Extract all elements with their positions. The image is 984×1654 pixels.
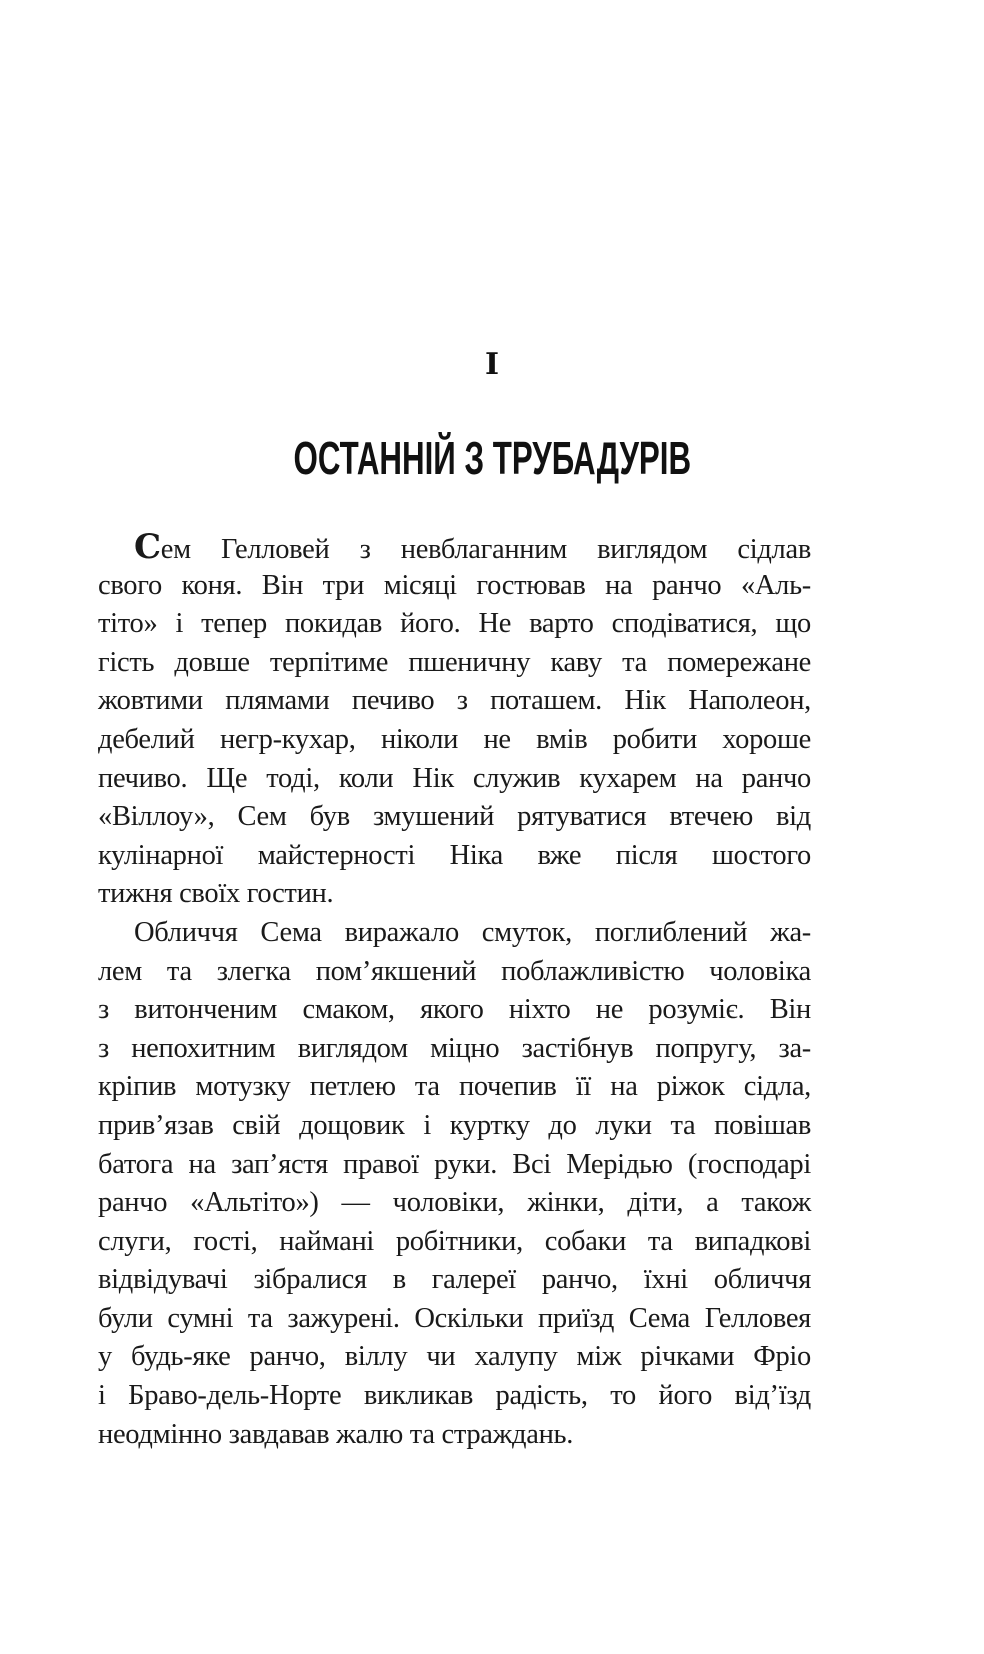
text-line: у будь-яке ранчо, віллу чи халупу між річками Фріо bbox=[98, 1341, 811, 1373]
text-line: з витонченим смаком, якого ніхто не розуміє. Він bbox=[98, 994, 811, 1026]
text-line: кріпив мотузку петлею та почепив її на ріжок сідла, bbox=[98, 1071, 811, 1103]
text-line: Обличчя Сема виражало смуток, поглиблений жа- bbox=[134, 916, 811, 948]
text-line: батога на зап’ястя правої руки. Всі Мерідью (господарі bbox=[98, 1148, 811, 1180]
text-line: гість довше терпітиме пшеничну каву та помережане bbox=[98, 646, 811, 678]
text-line: ем Гелловей з невблаганним виглядом сідлав bbox=[160, 534, 811, 565]
text-line: слуги, гості, наймані робітники, собаки та випадкові bbox=[98, 1225, 811, 1257]
chapter-title bbox=[0, 428, 984, 488]
text-line: лем та злегка пом’якшений поблажливістю чоловіка bbox=[98, 955, 811, 987]
text-line: і Браво-дель-Норте викликав радість, то його від’їзд bbox=[98, 1380, 811, 1412]
text-line: відвідувачі зібралися в галереї ранчо, їхні обличчя bbox=[98, 1264, 811, 1296]
paragraph-1-line-1 bbox=[98, 528, 811, 567]
text-line: були сумні та зажурені. Оскільки приїзд Сема Гелловея bbox=[98, 1302, 811, 1334]
text-line: неодмінно завдавав жалю та страждань. bbox=[98, 1418, 574, 1450]
text-line: «Віллоу», Сем був змушений рятуватися втечею від bbox=[98, 801, 811, 833]
chapter-number: I bbox=[484, 347, 500, 382]
drop-cap: С bbox=[134, 527, 161, 567]
text-line: прив’язав свій дощовик і куртку до луки та повішав bbox=[98, 1109, 811, 1141]
text-line: тижня своїх гостин. bbox=[98, 878, 334, 910]
text-line: тіто» і тепер покидав його. Не варто сподіватися, що bbox=[98, 608, 811, 640]
text-line: ранчо «Альтіто») — чоловіки, жінки, діти, а також bbox=[98, 1187, 811, 1219]
text-line: жовтими плямами печиво з поташем. Нік Наполеон, bbox=[98, 685, 811, 717]
chapter-title-text: ОСТАННІЙ З ТРУБАДУРІВ bbox=[293, 432, 691, 484]
text-line: з непохитним виглядом міцно застібнув попругу, за- bbox=[98, 1032, 811, 1064]
text-line: кулінарної майстерності Ніка вже після шостого bbox=[98, 839, 811, 871]
chapter-body bbox=[98, 528, 811, 1454]
text-line: печиво. Ще тоді, коли Нік служив кухарем на ранчо bbox=[98, 762, 811, 794]
text-line: свого коня. Він три місяці гостював на ранчо «Аль- bbox=[98, 569, 811, 601]
text-line: дебелий негр-кухар, ніколи не вмів робити хороше bbox=[98, 723, 811, 755]
